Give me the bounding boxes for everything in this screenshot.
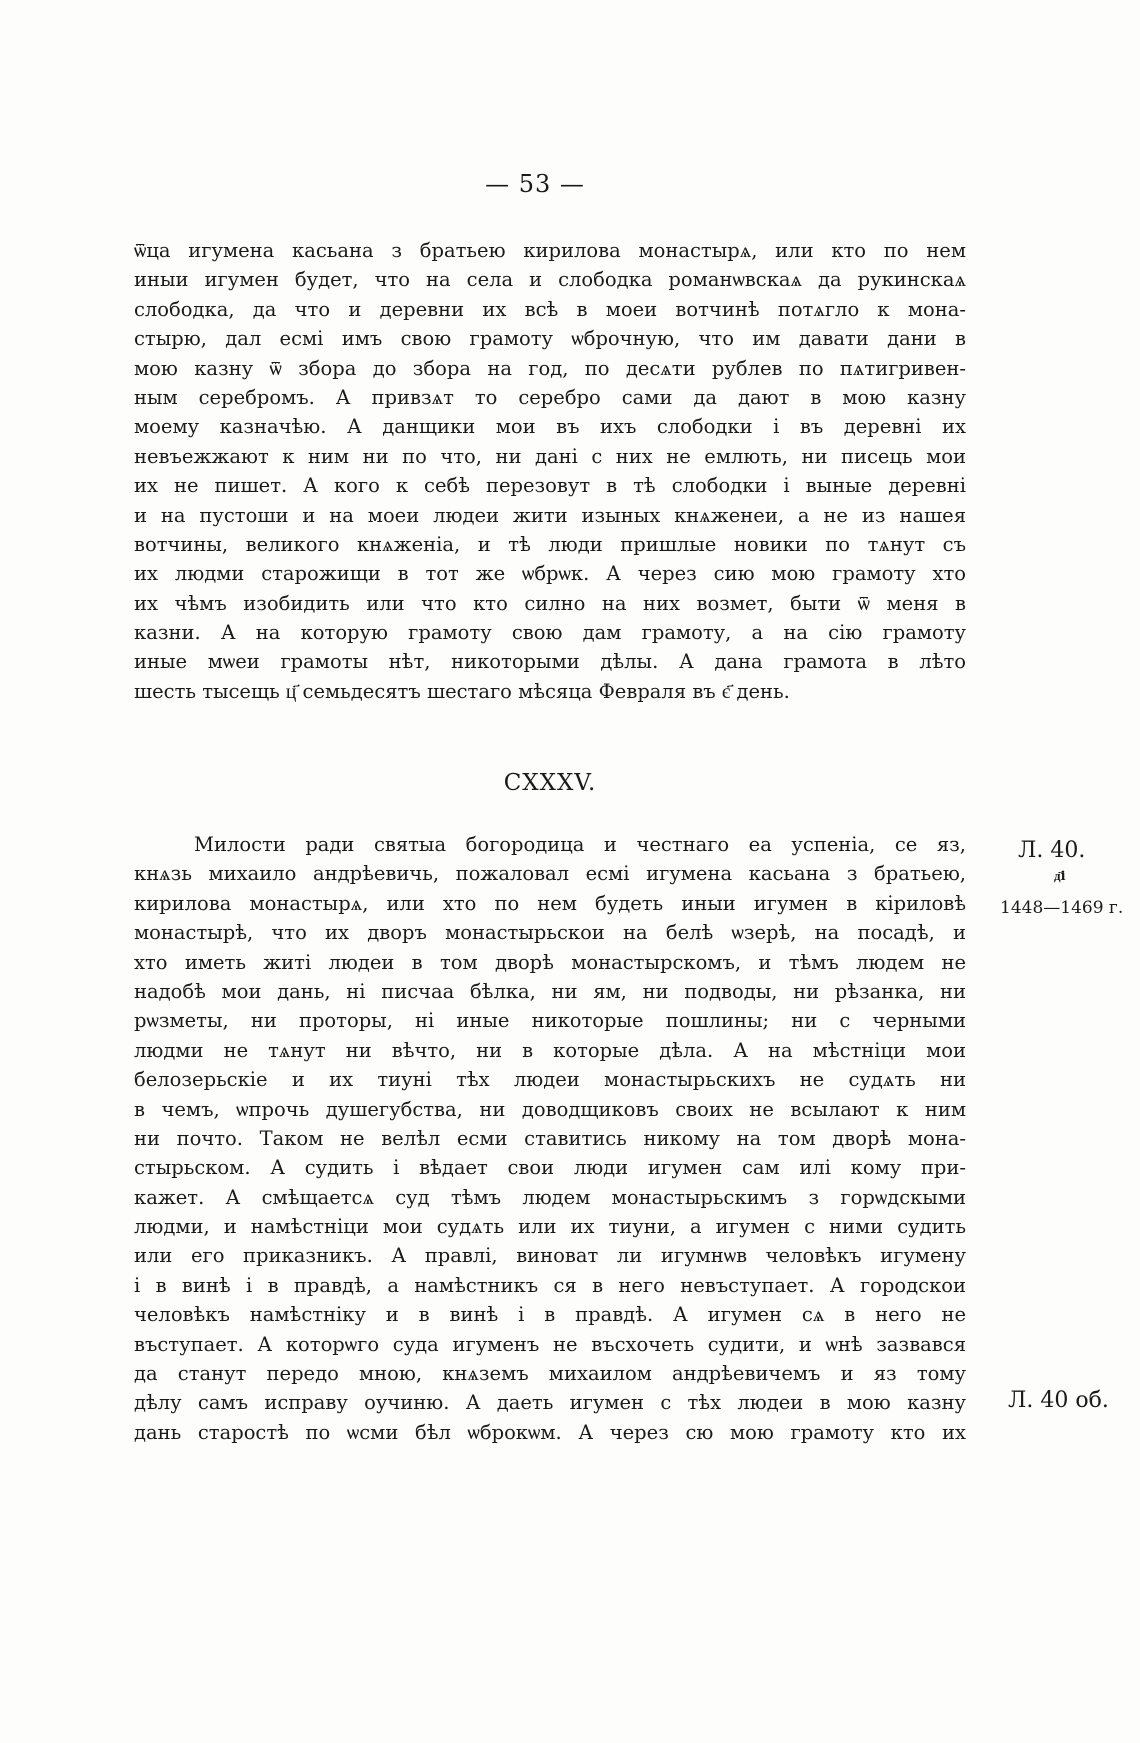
margin-folio-reference: Л. 40.	[1018, 838, 1086, 863]
text-line: дань старостѣ по ѡсми бѣл ѡброкѡм. А через сю мою грамоту кто их	[134, 1420, 966, 1444]
text-line: кирилова монастырѧ, или хто по нем будеть иныи игумен в кіриловѣ	[134, 891, 966, 915]
margin-folio-reference-verso: Л. 40 об.	[1008, 1388, 1109, 1413]
text-line: стырьском. А судить і вѣдает свои люди игумен сам илі кому при-	[134, 1156, 966, 1180]
text-line: казни. А на которую грамоту свою дам грамоту, а на сію грамоту	[134, 621, 966, 645]
margin-date-range: 1448—1469 г.	[1000, 898, 1124, 918]
text-line: рѡзметы, ни проторы, ні иные никоторые пошлины; ни с черными	[134, 1009, 966, 1033]
text-line: белозерьскіе и их тиуні тѣх людеи монастырьскихъ не судѧть ни	[134, 1068, 966, 1092]
text-line: кнѧзь михаило андрѣевичь, пожаловал есмі игумена касьана з братьею,	[134, 862, 966, 886]
text-line: человѣкъ намѣстніку и в винѣ і в правдѣ. А игумен сѧ в него не	[134, 1303, 966, 1327]
text-line: слободка, да что и деревни их всѣ в моеи вотчинѣ потѧгло к мона-	[134, 297, 966, 321]
text-line: ным серебромъ. А привзѧт то серебро сами да дают в мою казну	[134, 385, 966, 409]
text-line: моему казначѣю. А данщики мои въ ихъ слободки і въ деревні их	[134, 415, 966, 439]
text-line: Милости ради святыа богородица и честнаго еа успеніа, се яз,	[194, 833, 966, 856]
page-number: — 53 —	[485, 170, 585, 198]
text-line: их чѣмъ изобидить или что кто силно на них возмет, быти ѿ меня в	[134, 591, 966, 615]
text-line: шесть тысещь ц҃ семьдесятъ шестаго мѣсяца Февраля въ є҃ день.	[134, 679, 790, 703]
text-line: ни почто. Таком не велѣл есми ставитись никому на том дворѣ мона-	[134, 1126, 966, 1150]
text-line: ѿца игумена касьана з братьею кирилова монастырѧ, или кто по нем	[134, 239, 966, 262]
text-line: монастырѣ, что их дворъ монастырьскои на белѣ ѡзерѣ, на посадѣ, и	[134, 921, 966, 945]
text-line: или его приказникъ. А правлі, виноват ли игумнѡв человѣкъ игумену	[134, 1244, 966, 1268]
margin-abbreviation: д҃і	[1054, 869, 1066, 884]
text-line: и на пустоши и на моеи людеи жити изыных кнѧженеи, а не из нашея	[134, 503, 966, 527]
section-heading: CXXXV.	[503, 770, 597, 796]
text-line: в чемъ, ѡпрочь душегубства, ни доводщиковъ своих не всылают к ним	[134, 1097, 966, 1121]
text-line: их не пишет. А кого к себѣ перезовут в тѣ слободки і выные деревні	[134, 474, 966, 498]
text-line: надобѣ мои дань, ні писчаа бѣлка, ни ям, ни подводы, ни рѣзанка, ни	[134, 979, 966, 1003]
text-line: мою казну ѿ збора до збора на год, по десѧти рублев по пѧтигривен-	[134, 356, 966, 380]
charter-text	[134, 830, 966, 1447]
text-line: их людми старожищи в тот же ѡбрѡк. А через сию мою грамоту хто	[134, 562, 966, 586]
text-line: кажет. А смѣщаетсѧ суд тѣмъ людем монастырьскимъ з горѡдскыми	[134, 1185, 966, 1209]
text-line: дѣлу самъ исправу оучиню. А даеть игумен с тѣх людеи в мою казну	[134, 1391, 966, 1415]
text-line: да станут передо мною, кнѧземъ михаилом андрѣевичемъ и яз тому	[134, 1362, 966, 1386]
charter-text-continuation	[134, 236, 966, 706]
text-line: людми, и намѣстніци мои судѧть или их тиуни, а игумен с ними судить	[134, 1215, 966, 1239]
text-line: хто иметь житі людеи в том дворѣ монастырскомъ, и тѣмъ людем не	[134, 950, 966, 974]
text-line: иные мѡеи грамоты нѣт, никоторыми дѣлы. А дана грамота в лѣто	[134, 650, 966, 674]
text-line: иныи игумен будет, что на села и слободка романѡвскаѧ да рукинскаѧ	[134, 268, 966, 292]
text-line: і в винѣ і в правдѣ, а намѣстникъ ся в него невъступает. А городскои	[134, 1273, 966, 1297]
text-line: вотчины, великого кнѧженіа, и тѣ люди пришлые новики по тѧнут съ	[134, 532, 966, 556]
text-line: стырю, дал есмі имъ свою грамоту ѡброчную, что им давати дани в	[134, 327, 966, 351]
text-line: людми не тѧнут ни вѣчто, ни в которые дѣла. А на мѣстніци мои	[134, 1038, 966, 1062]
text-line: невъежжают к ним ни по что, ни дані с них не емлють, ни писець мои	[134, 444, 966, 468]
text-line: въступает. А которѡго суда игуменъ не въсхочеть судити, и ѡнѣ зазвався	[134, 1332, 966, 1356]
